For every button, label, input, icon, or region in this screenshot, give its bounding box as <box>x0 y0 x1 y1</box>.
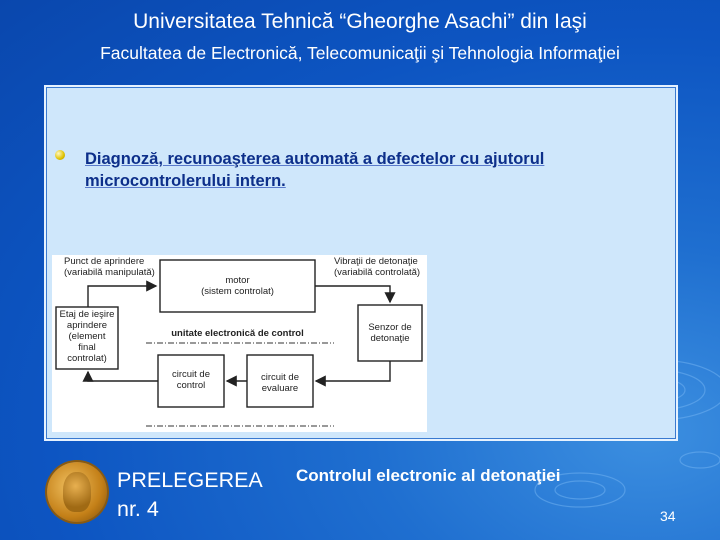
lecture-number: PRELEGEREA nr. 4 <box>117 468 263 521</box>
university-logo-icon <box>47 462 107 522</box>
label-knock-vibrations: Vibraţii de detonaţie (variabilă controlată) <box>334 256 421 278</box>
final-stage-label: Etaj de ieşire aprindere (element final controlat) <box>59 309 115 364</box>
ecu-label: unitate electronică de control <box>171 328 304 339</box>
university-title: Universitatea Tehnică “Gheorghe Asachi” din Iaşi <box>133 10 587 33</box>
course-title: Controlul electronic al detonaţiei <box>296 466 561 485</box>
label-ignition-point: Punct de aprindere (variabilă manipulată) <box>64 256 155 278</box>
bullet-icon <box>55 150 65 160</box>
evaluation-circuit-label: circuit de evaluare <box>260 372 299 394</box>
control-circuit-label: circuit de control <box>171 369 210 391</box>
engine-label: motor (sistem controlat) <box>201 275 274 297</box>
sensor-label: Senzor de detonaţie <box>368 322 412 344</box>
bullet-text <box>85 148 655 192</box>
faculty-title: Facultatea de Electronică, Telecomunicaţii şi Tehnologia Informaţiei <box>100 43 620 63</box>
portrait-relief <box>63 472 91 512</box>
bullet-text-line1: Diagnoză, recunoaşterea automată a defectelor cu ajutorul <box>85 150 545 168</box>
slide-number: 34 <box>660 508 676 524</box>
bullet-text-line2: microcontrolerului intern. <box>85 172 286 190</box>
knock-control-diagram <box>52 255 427 432</box>
